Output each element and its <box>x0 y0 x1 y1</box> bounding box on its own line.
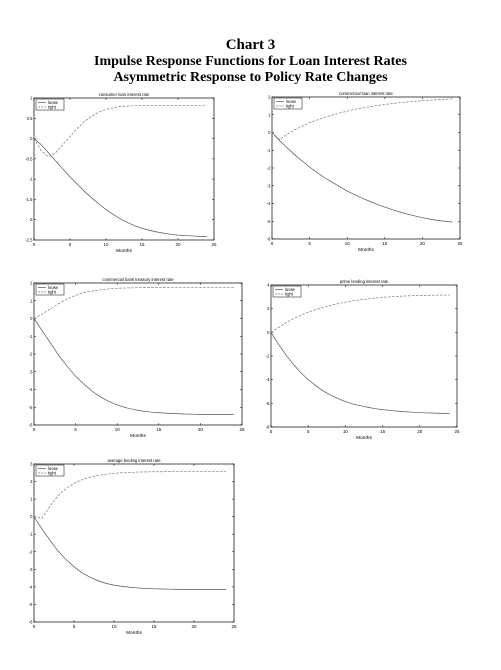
chart-treasury <box>30 273 245 441</box>
x-axis-label: Months <box>130 434 146 439</box>
y-tick-label: -5 <box>28 601 33 607</box>
x-tick-label: 20 <box>175 242 181 247</box>
x-tick-label: 20 <box>419 241 425 246</box>
x-tick-label: 15 <box>380 429 386 434</box>
legend <box>36 99 64 110</box>
plot-frame <box>271 285 457 427</box>
x-axis-label: Months <box>356 436 372 441</box>
x-tick-label: 20 <box>197 427 203 432</box>
y-tick-label: 1 <box>30 496 33 502</box>
x-tick-label: 5 <box>74 427 77 432</box>
y-tick-label: -6 <box>28 619 33 625</box>
x-tick-label: 15 <box>156 427 162 432</box>
y-tick-label: -2 <box>28 217 33 223</box>
y-tick-label: 0 <box>30 514 33 520</box>
y-tick-label: -6 <box>266 236 271 242</box>
legend-label-tight: tight <box>48 289 56 295</box>
y-tick-label: -0.5 <box>25 156 33 162</box>
y-tick-label: -3 <box>266 183 271 189</box>
legend-label-loose: loose <box>48 285 59 290</box>
series-line-tight <box>271 295 450 332</box>
legend <box>274 98 302 109</box>
y-tick-label: 2 <box>30 479 33 485</box>
x-tick-label: 5 <box>68 242 72 247</box>
chart-title: consumer loan interest rate <box>98 92 150 97</box>
y-tick-label: -2 <box>28 351 33 357</box>
page-title: Impulse Response Functions for Loan Interest Rates <box>94 54 407 69</box>
chart-prime-lending <box>265 277 465 441</box>
y-tick-label: 0 <box>268 130 271 135</box>
x-tick-label: 10 <box>344 241 350 246</box>
legend <box>273 286 301 297</box>
legend <box>36 284 64 295</box>
x-axis-label: Months <box>126 631 142 636</box>
x-tick-label: 25 <box>231 624 237 629</box>
y-tick-label: -5 <box>28 404 33 410</box>
y-tick-label: -1 <box>266 147 271 153</box>
x-tick-label: 0 <box>32 624 36 629</box>
legend-label-tight: tight <box>285 291 293 297</box>
y-tick-label: -2.5 <box>25 237 33 243</box>
series-line-tight <box>34 472 226 519</box>
legend-label-loose: loose <box>48 466 59 471</box>
x-tick-label: 5 <box>72 624 76 629</box>
x-tick-label: 20 <box>417 429 423 434</box>
x-tick-label: 10 <box>114 427 120 432</box>
x-tick-label: 15 <box>151 624 157 629</box>
chart-title: prime lending interest rate <box>339 279 389 284</box>
y-tick-label: -4 <box>28 584 33 590</box>
chart-consumer-loan <box>25 91 220 254</box>
legend-label-loose: loose <box>286 99 297 104</box>
x-tick-label: 0 <box>269 429 273 434</box>
y-tick-label: -1 <box>28 333 33 339</box>
x-tick-label: 5 <box>308 241 311 246</box>
plot-frame <box>34 98 214 240</box>
x-axis-label: Months <box>358 248 374 253</box>
y-tick-label: 1 <box>30 95 33 101</box>
x-tick-label: 10 <box>103 242 109 247</box>
legend-label-tight: tight <box>48 470 56 476</box>
y-tick-label: 0.5 <box>26 115 33 121</box>
x-tick-label: 10 <box>342 429 348 434</box>
y-tick-label: -1.5 <box>25 196 33 202</box>
legend-label-tight: tight <box>48 104 56 110</box>
y-tick-label: 4 <box>267 282 270 288</box>
y-tick-label: 1 <box>268 112 271 118</box>
y-tick-label: -6 <box>28 422 33 428</box>
legend-label-tight: tight <box>286 103 294 109</box>
chart-title: commercial loan interest rate <box>339 91 393 96</box>
series-line-loose <box>271 332 450 413</box>
chart-commercial-loan <box>268 91 468 251</box>
chart-title: average lending interest rate <box>107 458 161 463</box>
y-tick-label: 0 <box>30 136 33 142</box>
y-tick-label: 3 <box>30 461 33 467</box>
x-tick-label: 0 <box>32 427 36 432</box>
plot-frame <box>34 283 242 425</box>
chart-number: Chart 3 <box>225 37 276 53</box>
series-line-loose <box>34 517 226 590</box>
y-tick-label: -3 <box>28 566 33 572</box>
x-tick-label: 25 <box>457 241 463 246</box>
series-line-loose <box>34 319 234 415</box>
y-tick-label: -4 <box>265 377 270 383</box>
y-tick-label: -6 <box>265 400 270 406</box>
y-tick-label: -2 <box>28 549 33 555</box>
y-tick-label: -1 <box>28 176 33 182</box>
series-line-tight <box>34 105 207 157</box>
x-axis-label: Months <box>116 249 132 254</box>
x-tick-label: 25 <box>454 429 460 434</box>
legend-label-loose: loose <box>48 100 59 105</box>
x-tick-label: 15 <box>139 242 145 247</box>
x-tick-label: 15 <box>382 241 388 246</box>
x-tick-label: 5 <box>306 429 310 434</box>
page-subtitle: Asymmetric Response to Policy Rate Changes <box>113 70 388 85</box>
y-tick-label: -2 <box>265 353 270 359</box>
chart-average-lending <box>30 455 245 635</box>
x-tick-label: 25 <box>211 242 217 247</box>
y-tick-label: -3 <box>28 369 33 375</box>
y-tick-label: 2 <box>267 306 270 312</box>
y-tick-label: 1 <box>30 298 33 304</box>
y-tick-label: 0 <box>267 329 270 335</box>
x-tick-label: 0 <box>270 241 274 246</box>
series-line-loose <box>272 133 452 223</box>
legend <box>36 465 64 476</box>
plot-frame <box>272 97 460 239</box>
y-tick-label: -2 <box>266 165 271 171</box>
x-tick-label: 25 <box>239 427 245 432</box>
y-tick-label: -1 <box>28 531 33 537</box>
chart-title: commercial bank treasury interest rate <box>102 277 174 282</box>
y-tick-label: 2 <box>30 280 33 286</box>
y-tick-label: -4 <box>266 201 271 206</box>
x-tick-label: 0 <box>32 242 36 247</box>
y-tick-label: 2 <box>268 94 271 100</box>
legend-label-loose: loose <box>285 287 296 292</box>
x-tick-label: 20 <box>191 624 197 629</box>
y-tick-label: -8 <box>265 424 270 430</box>
plot-frame <box>34 464 234 622</box>
x-tick-label: 10 <box>111 624 117 629</box>
y-tick-label: -4 <box>28 387 33 392</box>
y-tick-label: 0 <box>30 316 33 321</box>
series-line-loose <box>34 139 207 237</box>
y-tick-label: -5 <box>266 218 271 224</box>
